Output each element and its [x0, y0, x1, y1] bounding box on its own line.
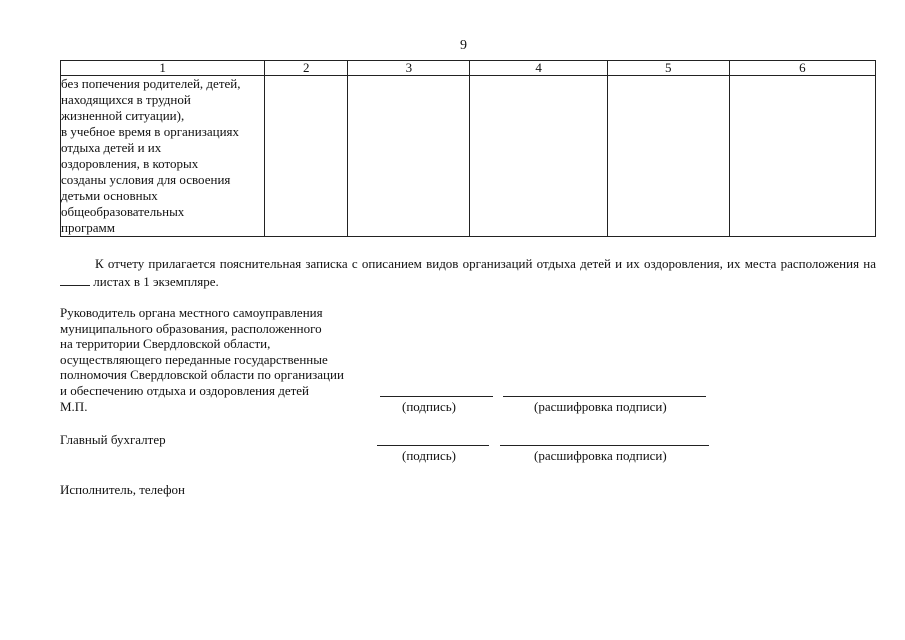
- description-line: находящихся в трудной: [61, 92, 191, 107]
- head-signature-caption: (подпись): [402, 399, 456, 414]
- description-line: оздоровления, в которых: [61, 156, 199, 171]
- head-decoding-caption: (расшифровка подписи): [534, 399, 667, 414]
- description-line: общеобразовательных: [61, 204, 185, 219]
- head-title-line: на территории Свердловской области,: [60, 336, 271, 352]
- head-title-block: [60, 305, 344, 414]
- accountant-label: Главный бухгалтер: [60, 432, 166, 447]
- report-table: [60, 60, 876, 237]
- accountant-decoding-caption: (расшифровка подписи): [534, 448, 667, 463]
- head-title-line: муниципального образования, расположенного: [60, 320, 322, 336]
- table-cell-4[interactable]: [470, 76, 607, 237]
- column-header-5: 5: [607, 61, 729, 76]
- note-text-start: К отчету прилагается пояснительная записка с описанием видов организаций отдыха детей и их оздоровления, их места расположения на: [95, 256, 876, 271]
- description-line: созданы условия для освоения: [61, 172, 231, 187]
- column-header-1: 1: [61, 61, 265, 76]
- description-line: детьми основных: [61, 188, 158, 203]
- head-title-line: осуществляющего переданные государственные: [60, 351, 328, 367]
- column-header-3: 3: [348, 61, 470, 76]
- column-header-6: 6: [729, 61, 875, 76]
- column-header-4: 4: [470, 61, 607, 76]
- accountant-signature-line[interactable]: [377, 445, 489, 446]
- note-text-end: листах в 1 экземпляре.: [90, 274, 219, 289]
- table-header-row: [61, 61, 876, 76]
- description-line: отдыха детей и их: [61, 140, 162, 155]
- head-signature-line[interactable]: [380, 396, 493, 397]
- row-description-cell: [61, 76, 265, 237]
- table-row: [61, 76, 876, 237]
- head-decoding-line[interactable]: [503, 396, 706, 397]
- table-cell-2[interactable]: [265, 76, 348, 237]
- page-number: 9: [460, 38, 467, 53]
- executor-label: Исполнитель, телефон: [60, 482, 185, 497]
- description-line: программ: [61, 220, 116, 235]
- explanatory-note: [60, 255, 876, 291]
- table-cell-6[interactable]: [729, 76, 875, 237]
- head-title-line: и обеспечению отдыха и оздоровления детей: [60, 382, 310, 398]
- column-header-2: 2: [265, 61, 348, 76]
- table-cell-5[interactable]: [607, 76, 729, 237]
- accountant-signature-caption: (подпись): [402, 448, 456, 463]
- description-line: жизненной ситуации),: [61, 108, 185, 123]
- stamp-place-label: М.П.: [60, 398, 88, 414]
- head-title-line: Руководитель органа местного самоуправления: [60, 305, 323, 320]
- head-title-line: полномочия Свердловской области по организации: [60, 367, 344, 383]
- sheet-count-blank[interactable]: [60, 274, 90, 286]
- description-line: в учебное время в организациях: [61, 124, 240, 139]
- description-line: без попечения родителей, детей,: [61, 76, 241, 91]
- accountant-decoding-line[interactable]: [500, 445, 709, 446]
- table-cell-3[interactable]: [348, 76, 470, 237]
